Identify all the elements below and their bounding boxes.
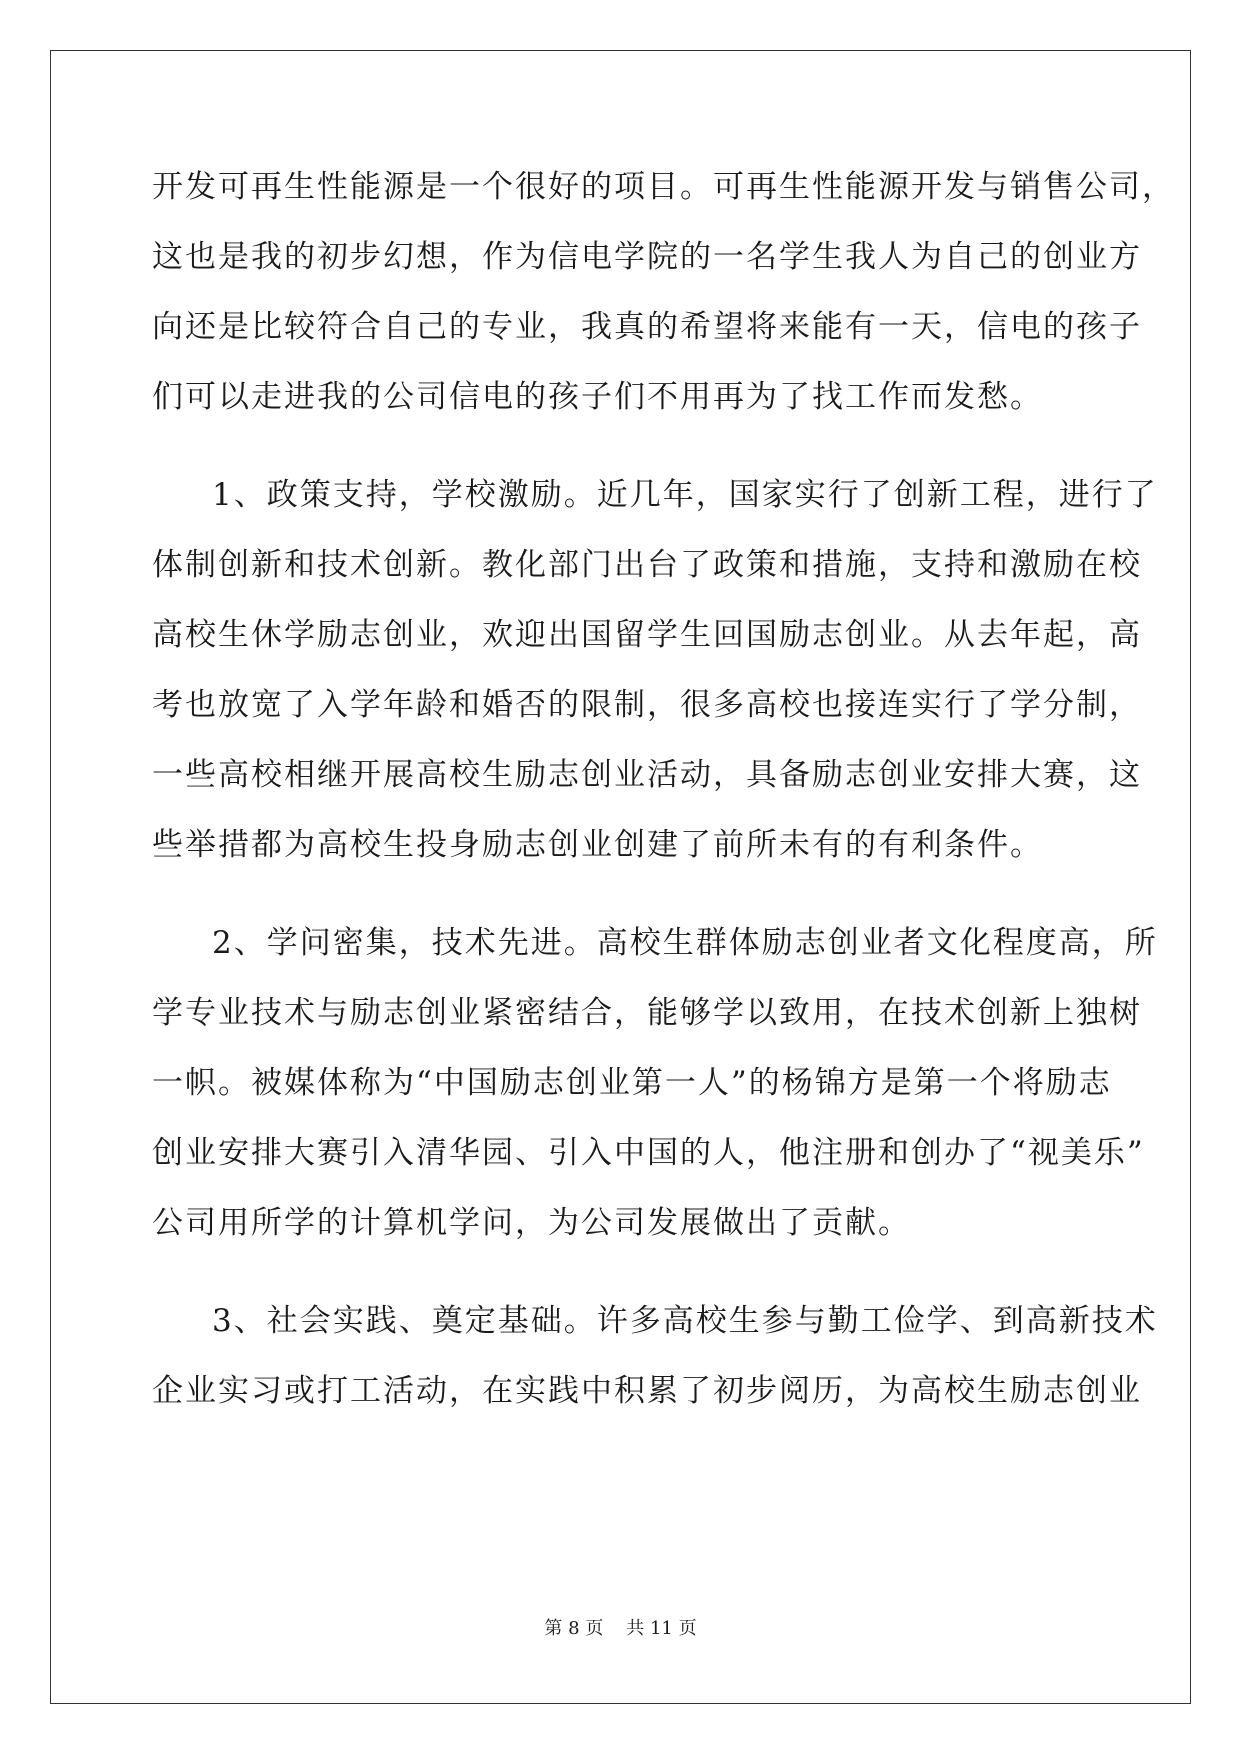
text-line: 向还是比较符合自己的专业，我真的希望将来能有一天，信电的孩子 xyxy=(152,309,1142,345)
page-number: 第 8 页 xyxy=(544,1618,604,1639)
text-line: 们可以走进我的公司信电的孩子们不用再为了找工作而发愁。 xyxy=(152,379,1043,415)
text-line: 企业实习或打工活动，在实践中积累了初步阅历，为高校生励志创业 xyxy=(152,1373,1142,1409)
paragraph-4 xyxy=(152,1286,1158,1426)
document-body xyxy=(152,152,1175,1426)
paragraph-2 xyxy=(152,460,1158,880)
paragraph-1 xyxy=(152,152,1175,432)
text-line: 2、学问密集，技术先进。高校生群体励志创业者文化程度高，所 xyxy=(212,925,1158,961)
text-line: 一些高校相继开展高校生励志创业活动，具备励志创业安排大赛，这 xyxy=(152,757,1142,793)
text-line: 学专业技术与励志创业紧密结合，能够学以致用，在技术创新上独树 xyxy=(152,995,1142,1031)
text-line: 3、社会实践、奠定基础。许多高校生参与勤工俭学、到高新技术 xyxy=(212,1303,1158,1339)
text-line: 创业安排大赛引入清华园、引入中国的人，他注册和创办了“视美乐” xyxy=(152,1135,1145,1171)
text-line: 些举措都为高校生投身励志创业创建了前所未有的有利条件。 xyxy=(152,827,1043,863)
text-line: 这也是我的初步幻想，作为信电学院的一名学生我人为自己的创业方 xyxy=(152,239,1142,275)
paragraph-3 xyxy=(152,908,1158,1258)
text-line: 开发可再生性能源是一个很好的项目。可再生性能源开发与销售公司， xyxy=(152,169,1175,205)
text-line: 体制创新和技术创新。教化部门出台了政策和措施，支持和激励在校 xyxy=(152,547,1142,583)
page-footer xyxy=(0,1614,1241,1640)
page-total: 共 11 页 xyxy=(626,1618,697,1639)
text-line: 一帜。被媒体称为“中国励志创业第一人”的杨锦方是第一个将励志 xyxy=(152,1065,1112,1101)
text-line: 1、政策支持，学校激励。近几年，国家实行了创新工程，进行了 xyxy=(212,477,1158,513)
text-line: 公司用所学的计算机学问，为公司发展做出了贡献。 xyxy=(152,1205,911,1241)
text-line: 高校生休学励志创业，欢迎出国留学生回国励志创业。从去年起，高 xyxy=(152,617,1142,653)
text-line: 考也放宽了入学年龄和婚否的限制，很多高校也接连实行了学分制， xyxy=(152,687,1142,723)
